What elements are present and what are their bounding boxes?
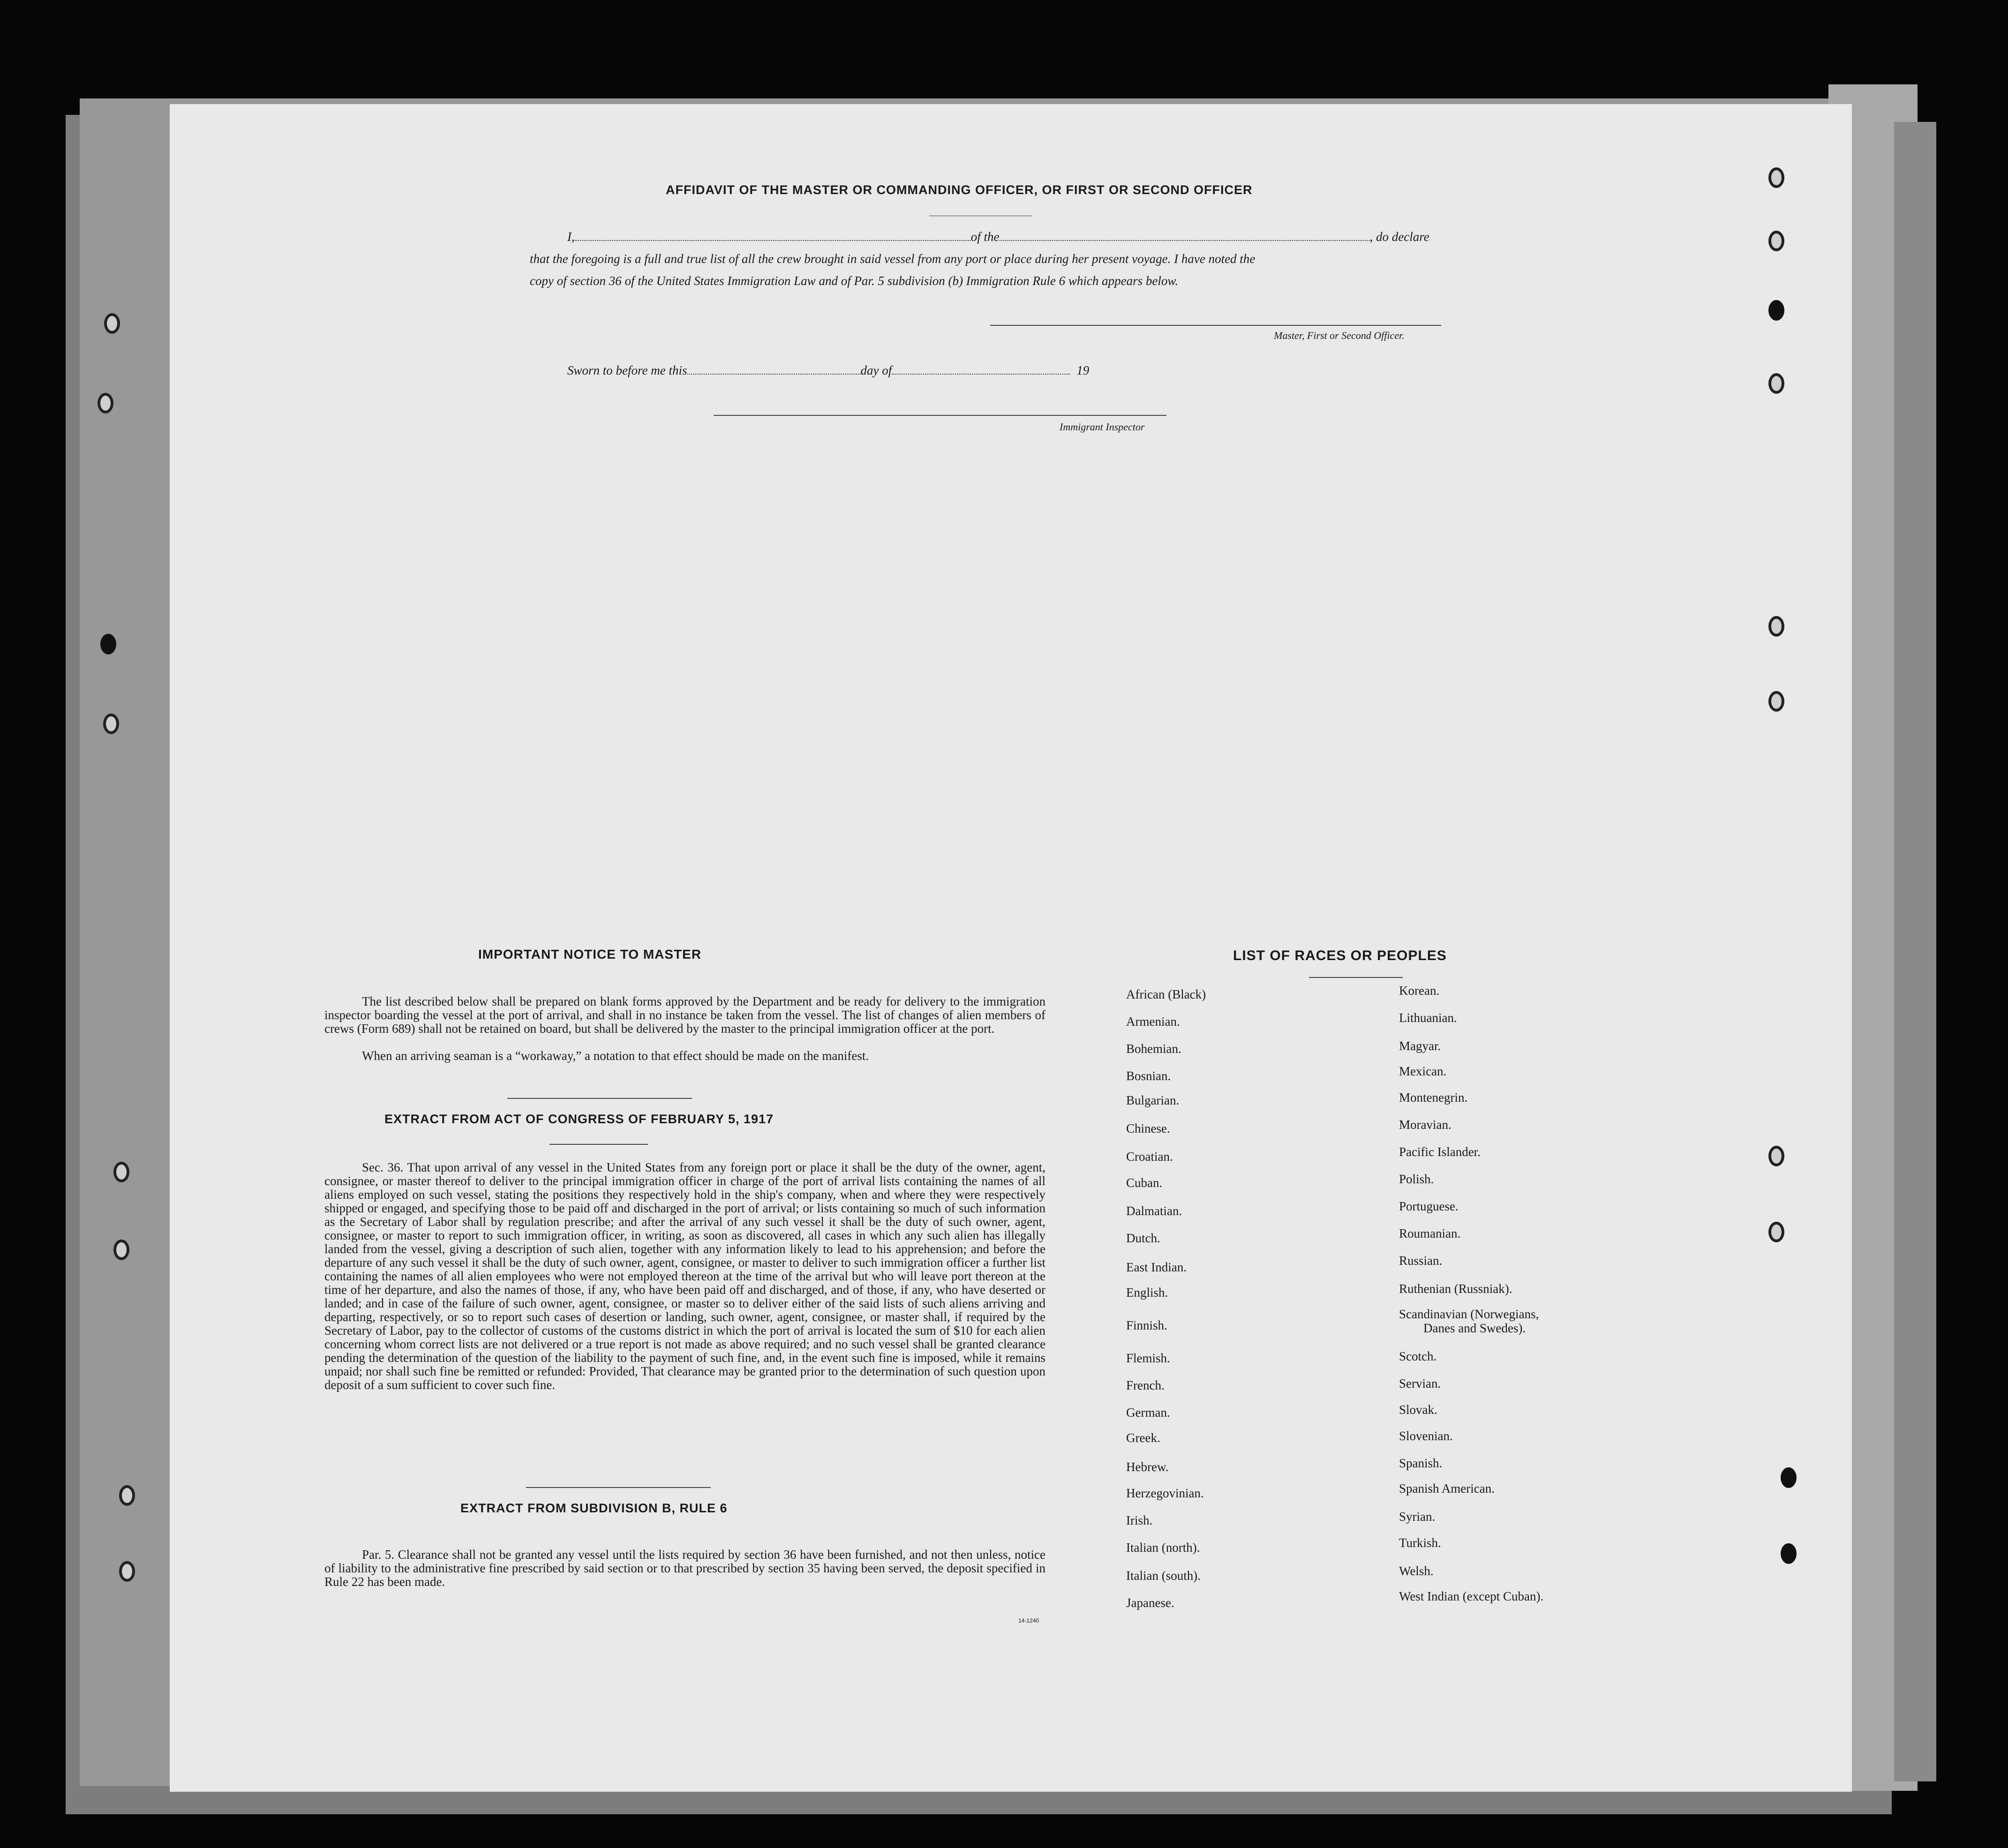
race-item: Scandinavian (Norwegians,: [1399, 1307, 1539, 1321]
race-item: Dutch.: [1126, 1231, 1160, 1245]
race-item: Lithuanian.: [1399, 1011, 1457, 1025]
race-item: Moravian.: [1399, 1118, 1451, 1132]
race-item: Magyar.: [1399, 1039, 1441, 1053]
declaration-line-3: copy of section 36 of the United States Immigration Law and of Par. 5 subdivision (b) Immigration Rule 6 which appears below.: [530, 274, 1179, 288]
declaration-suffix: , do declare: [1369, 230, 1429, 244]
race-item: Bohemian.: [1126, 1042, 1181, 1056]
race-item: Ruthenian (Russniak).: [1399, 1282, 1512, 1296]
race-item: Russian.: [1399, 1254, 1443, 1268]
notice-paragraph-1: The list described below shall be prepared on blank forms approved by the Department and be ready for delivery to the immigration inspector boarding the vessel at the port of arrival, and shall in no instance be taken from the vessel. The list of changes of alien members of crews (Form 689) shall not be retained on board, but shall be delivered by the master to the principal immigration officer at the port.: [324, 994, 1045, 1036]
notice-paragraph-2: When an arriving seaman is a “workaway,” a notation to that effect should be made on the manifest.: [362, 1049, 869, 1063]
race-item: Turkish.: [1399, 1536, 1441, 1550]
divider: [1309, 977, 1403, 978]
sworn-prefix: Sworn to before me this: [567, 363, 687, 377]
race-item: Bulgarian.: [1126, 1093, 1180, 1107]
race-item: Flemish.: [1126, 1351, 1170, 1365]
form-number: 14-1240: [1018, 1617, 1039, 1624]
race-item: Bosnian.: [1126, 1069, 1171, 1083]
race-item: Irish.: [1126, 1513, 1153, 1527]
binder-hole: [98, 393, 113, 413]
race-item: Mexican.: [1399, 1064, 1447, 1078]
binder-hole: [1768, 1222, 1784, 1242]
binder-hole: [1768, 616, 1784, 637]
binder-hole: [104, 313, 120, 334]
race-item: Dalmatian.: [1126, 1204, 1182, 1218]
race-item: Italian (north).: [1126, 1540, 1200, 1555]
divider: [549, 1144, 648, 1145]
rule-paragraph-5-text: Par. 5. Clearance shall not be granted any vessel until the lists required by section 36 have been furnished, and not then unless, notice of liability to the administrative fine prescribed by said section or to that prescribed by section 35 having been served, the deposit specified in Rule 22 has been made.: [324, 1548, 1045, 1589]
race-item: Servian.: [1399, 1376, 1441, 1390]
race-item: Italian (south).: [1126, 1569, 1201, 1583]
race-item: English.: [1126, 1285, 1168, 1300]
binder-hole: [1768, 300, 1784, 321]
vessel-name-blank[interactable]: [1000, 230, 1370, 241]
race-item: Montenegrin.: [1399, 1090, 1468, 1104]
binder-hole: [103, 714, 119, 734]
race-item: Scotch.: [1399, 1349, 1437, 1363]
binder-hole: [1768, 691, 1784, 712]
master-signature-line[interactable]: [990, 325, 1441, 326]
race-item: Roumanian.: [1399, 1226, 1461, 1240]
race-item: Syrian.: [1399, 1510, 1436, 1524]
race-item: Spanish.: [1399, 1456, 1443, 1470]
race-item: East Indian.: [1126, 1260, 1187, 1274]
race-item: Polish.: [1399, 1172, 1434, 1186]
races-list-title: LIST OF RACES OR PEOPLES: [1233, 948, 1447, 963]
race-item: West Indian (except Cuban).: [1399, 1589, 1544, 1603]
race-item: Portuguese.: [1399, 1199, 1459, 1213]
binder-hole: [1781, 1467, 1797, 1488]
race-item: Korean.: [1399, 984, 1440, 998]
race-item: Pacific Islander.: [1399, 1145, 1481, 1159]
act-extract-title: EXTRACT FROM ACT OF CONGRESS OF FEBRUARY 5, 1917: [384, 1112, 774, 1126]
under-sheet-edge: [1894, 122, 1936, 1781]
sworn-month-blank[interactable]: [892, 363, 1070, 375]
inspector-signature-label: Immigrant Inspector: [1060, 421, 1145, 433]
declarant-name-blank[interactable]: [575, 230, 971, 241]
binder-hole: [1768, 167, 1784, 188]
binder-hole: [113, 1240, 129, 1260]
declaration-line-1: [567, 226, 1429, 248]
divider: [526, 1487, 711, 1488]
binder-hole: [1781, 1543, 1797, 1564]
race-item: Chinese.: [1126, 1121, 1170, 1135]
binder-hole: [1768, 1146, 1784, 1166]
race-item: Armenian.: [1126, 1014, 1180, 1029]
manifest-page: [170, 104, 1852, 1792]
inspector-signature-line[interactable]: [714, 415, 1166, 416]
race-item: Danes and Swedes).: [1423, 1321, 1526, 1335]
notice-title: IMPORTANT NOTICE TO MASTER: [478, 947, 702, 962]
sworn-line: [567, 360, 1089, 382]
act-section-36-text: Sec. 36. That upon arrival of any vessel in the United States from any foreign port or place it shall be the duty of the owner, agent, consignee, or master thereof to deliver to the principal immigration officer in charge of the port of arrival lists containing the names of all aliens employed on such vessel, stating the positions they respectively hold in the ship's company, when and where they were respectively shipped or engaged, and specifying those to be paid off and discharged in the port of arrival; or lists containing so much of such information as the Secretary of Labor shall by regulation prescribe; and after the arrival of any such vessel it shall be the duty of such owner, agent, consignee, or master to report to such immigration officer, in writing, as soon as discovered, all cases in which any such alien has illegally landed from the vessel, giving a description of such alien, together with any information likely to lead to his apprehension; and before the departure of any such vessel it shall be the duty of such owner, agent, consignee, or master to deliver to such immigration officer a further list containing the names of all alien employees who were not employed thereon at the time of the arrival but who will leave port thereon at the time of her departure, and also the names of those, if any, who have been paid off and discharged, and of those, if any, who have deserted or landed; and in case of the failure of such owner, agent, consignee, or master so to deliver either of the said lists of such aliens arriving and departing, respectively, or so to report such cases of desertion or landing, such owner, agent, consignee, or master shall, if required by the Secretary of Labor, pay to the collector of customs of the customs district in which the port of arrival is located the sum of $10 for each alien concerning whom correct lists are not delivered or a true report is not made as above required; and no such vessel shall be granted clearance pending the determination of the question of the liability to the payment of such fine, and, in the event such fine is imposed, while it remains unpaid; nor shall such fine be remitted or refunded: Provided, That clearance may be granted prior to the determination of such question upon deposit of a sum sufficient to cover such fine.: [324, 1160, 1045, 1392]
binder-hole: [1768, 373, 1784, 394]
binder-hole: [113, 1162, 129, 1182]
binder-hole: [100, 634, 116, 654]
divider: [507, 1098, 692, 1099]
sworn-year: 19: [1076, 363, 1090, 377]
sworn-day-of: day of: [860, 363, 892, 377]
master-signature-label: Master, First or Second Officer.: [1274, 330, 1405, 341]
declaration-line-2: that the foregoing is a full and true list of all the crew brought in said vessel from any port or place during her present voyage. I have noted the: [530, 252, 1256, 266]
race-item: Cuban.: [1126, 1176, 1163, 1190]
race-item: African (Black): [1126, 987, 1206, 1001]
race-item: Welsh.: [1399, 1564, 1434, 1578]
race-item: French.: [1126, 1378, 1165, 1392]
race-item: German.: [1126, 1405, 1170, 1420]
race-item: Slovenian.: [1399, 1429, 1453, 1443]
binder-hole: [1768, 231, 1784, 251]
race-item: Croatian.: [1126, 1149, 1173, 1164]
race-item: Greek.: [1126, 1431, 1160, 1445]
vessel-prefix: of the: [970, 230, 1000, 244]
binder-hole: [119, 1561, 135, 1582]
rule-extract-title: EXTRACT FROM SUBDIVISION B, RULE 6: [460, 1501, 728, 1515]
binder-hole: [119, 1485, 135, 1506]
race-item: Spanish American.: [1399, 1481, 1495, 1495]
declarant-prefix: I,: [567, 230, 575, 244]
race-item: Hebrew.: [1126, 1460, 1169, 1474]
race-item: Finnish.: [1126, 1318, 1167, 1332]
race-item: Japanese.: [1126, 1596, 1174, 1610]
race-item: Slovak.: [1399, 1403, 1437, 1417]
sworn-day-blank[interactable]: [687, 363, 861, 375]
affidavit-title: AFFIDAVIT OF THE MASTER OR COMMANDING OFFICER, OR FIRST OR SECOND OFFICER: [666, 183, 1253, 197]
race-item: Herzegovinian.: [1126, 1486, 1204, 1500]
